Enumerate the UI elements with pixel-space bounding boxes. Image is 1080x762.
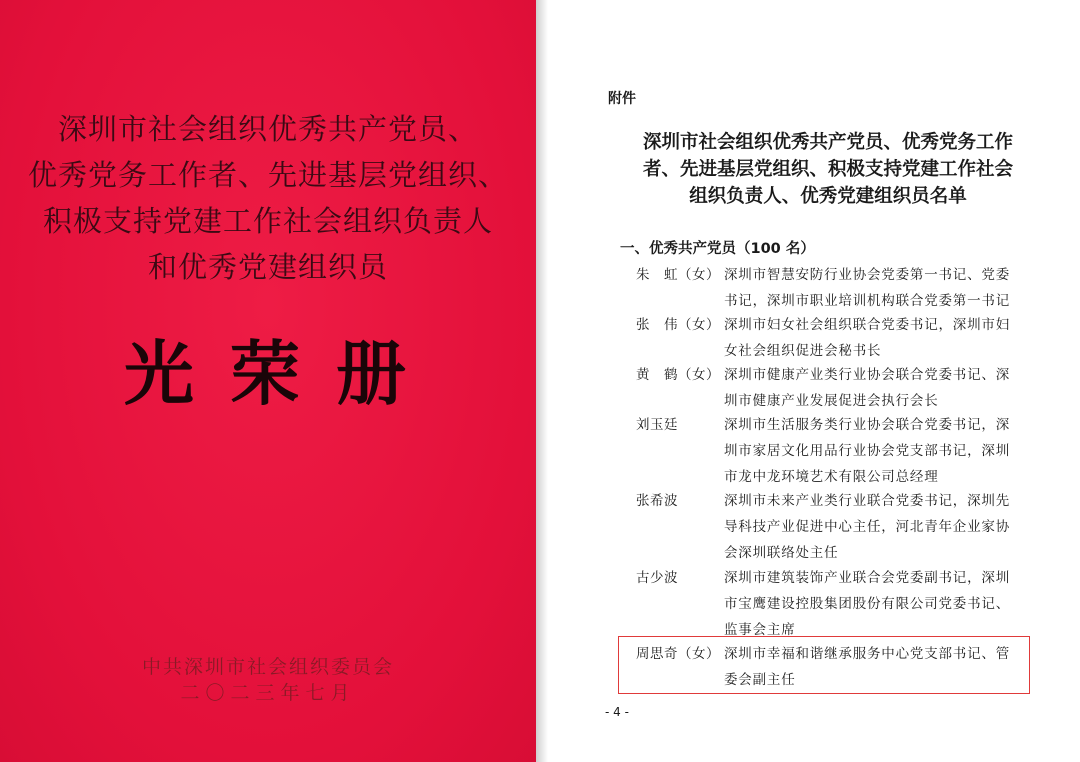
description-line: 圳市家居文化用品行业协会党支部书记，深圳 (724, 443, 1010, 459)
description-line: 书记，深圳市职业培训机构联合党委第一书记 (724, 293, 1010, 309)
member-name: 刘玉廷 (636, 417, 678, 433)
list-item (636, 488, 1026, 566)
member-description (724, 362, 1026, 414)
member-description (724, 312, 1026, 364)
list-item (636, 412, 1026, 490)
description-line: 深圳市建筑装饰产业联合会党委副书记，深圳 (724, 570, 1010, 586)
list-item (636, 262, 1026, 314)
cover-title (0, 106, 536, 290)
member-name: 古少波 (636, 570, 678, 586)
description-line: 深圳市妇女社会组织联合党委书记，深圳市妇 (724, 317, 1010, 333)
book-spine (536, 0, 548, 762)
member-description (724, 488, 1026, 566)
cover-title-line: 积极支持党建工作社会组织负责人 (42, 204, 493, 238)
description-line: 深圳市生活服务类行业协会联合党委书记，深 (724, 417, 1010, 433)
description-line: 市龙中龙环境艺术有限公司总经理 (724, 469, 939, 485)
member-name: 周思奇（女） (636, 646, 720, 662)
page-title-line: 深圳市社会组织优秀共产党员、优秀党务工作 (642, 132, 1013, 153)
cover-date: 二〇二三年七月 (180, 682, 356, 704)
description-line: 监事会主席 (724, 622, 796, 638)
description-line: 深圳市智慧安防行业协会党委第一书记、党委 (724, 267, 1010, 283)
description-line: 会深圳联络处主任 (724, 545, 839, 561)
list-item (636, 312, 1026, 364)
cover-issuer: 中共深圳市社会组织委员会 (141, 656, 394, 678)
page-title-line: 者、先进基层党组织、积极支持党建工作社会 (642, 159, 1013, 180)
cover-title-line: 和优秀党建组织员 (147, 250, 388, 284)
member-name: 黄 鹤（女） (636, 367, 720, 383)
member-description (724, 412, 1026, 490)
section-heading: 一、优秀共产党员（100 名） (620, 241, 815, 257)
member-description (724, 262, 1026, 314)
member-description (724, 641, 1026, 693)
description-line: 深圳市幸福和谐继承服务中心党支部书记、管 (724, 646, 1010, 662)
list-item (636, 362, 1026, 414)
cover-title-line: 深圳市社会组织优秀共产党员、 (57, 112, 478, 146)
description-line: 市宝鹰建设控股集团股份有限公司党委书记、 (724, 596, 1010, 612)
description-line: 导科技产业促进中心主任，河北青年企业家协 (724, 519, 1010, 535)
member-name: 朱 虹（女） (636, 267, 720, 283)
page-title (588, 129, 1068, 210)
member-description (724, 565, 1026, 643)
attachment-label: 附件 (608, 91, 636, 107)
description-line: 深圳市健康产业类行业协会联合党委书记、深 (724, 367, 1010, 383)
description-line: 女社会组织促进会秘书长 (724, 343, 882, 359)
description-line: 深圳市未来产业类行业联合党委书记，深圳先 (724, 493, 1010, 509)
cover-honor-title: 光荣册 (124, 333, 442, 415)
honor-book-cover (0, 0, 536, 762)
member-name: 张希波 (636, 493, 678, 509)
member-name: 张 伟（女） (636, 317, 720, 333)
cover-title-line: 优秀党务工作者、先进基层党组织、 (27, 158, 508, 192)
list-page (548, 0, 1080, 762)
description-line: 委会副主任 (724, 672, 796, 688)
page-title-line: 组织负责人、优秀党建组织员名单 (689, 186, 967, 207)
list-item (636, 565, 1026, 643)
page-number: - 4 - (605, 705, 629, 719)
description-line: 圳市健康产业发展促进会执行会长 (724, 393, 939, 409)
list-item-highlighted (636, 641, 1026, 693)
